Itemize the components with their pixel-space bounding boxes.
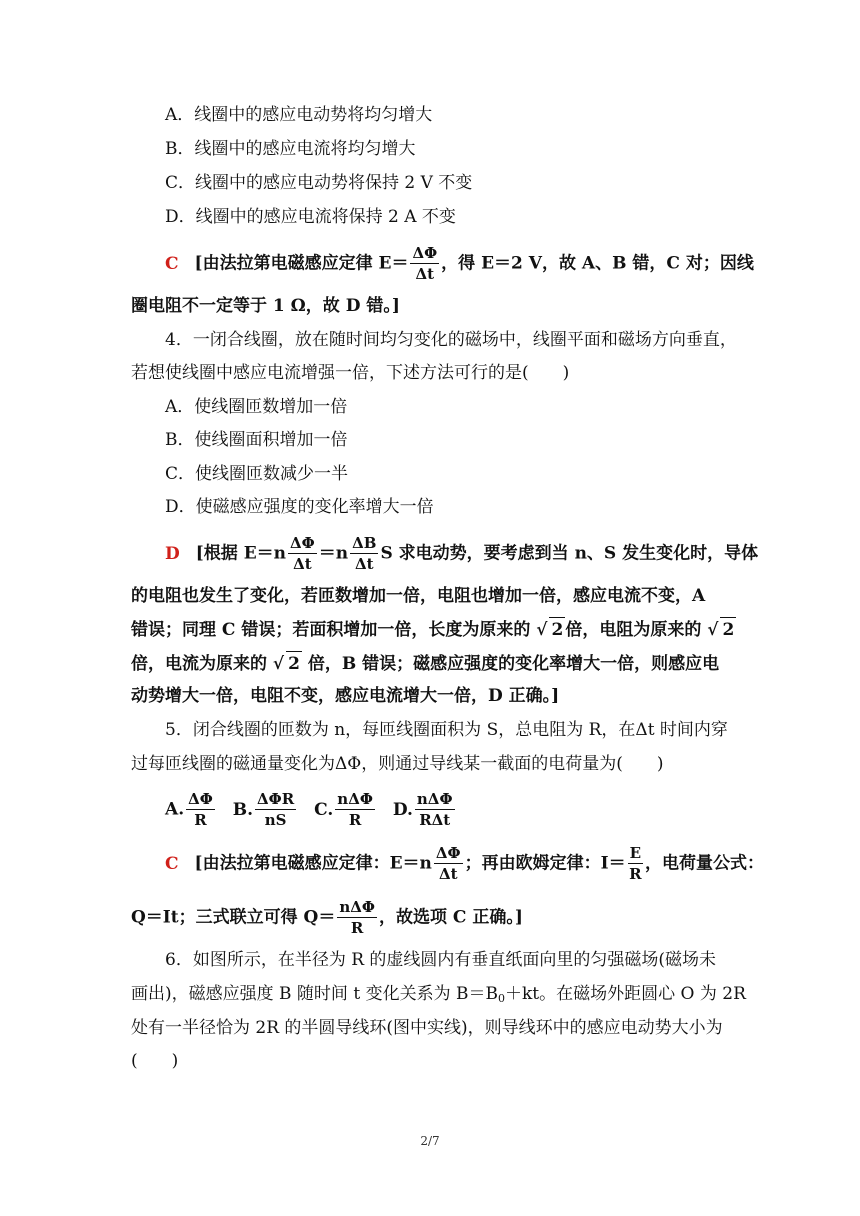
page-number: 2/7 [420, 1134, 440, 1148]
q4-option-c: C．使线圈匝数减少一半 [165, 464, 349, 484]
sqrt-symbol: √ [272, 654, 285, 674]
q4-exp-text3: S 求电动势，要考虑到当 n、S 发生变化时，导体 [380, 543, 759, 564]
fraction: $\frac{\Delta\Phi}{\Delta t}$ [290, 534, 315, 573]
q4-exp-text2: ＝n [318, 543, 349, 564]
q4-exp-text: [根据 E＝n [195, 543, 287, 564]
sqrt-symbol: √ [536, 620, 548, 640]
q5-option-d-fraction: $\frac{\text{nΔΦ}}{\text{RΔt}}$ [416, 790, 453, 829]
q3-option-d: D．线圈中的感应电流将保持 2 A 不变 [165, 207, 456, 227]
fraction: $\frac{\Delta\Phi}{\Delta t}$ [412, 244, 438, 283]
q3-option-b: B．线圈中的感应电流将均匀增大 [165, 139, 416, 159]
q3-exp-text2: ，得 E＝2 V，故 A、B 错，C 对；因线 [441, 253, 754, 274]
q3-option-c: C．线圈中的感应电动势将保持 2 V 不变 [165, 173, 473, 193]
q5-explanation-line2 [131, 900, 731, 936]
sqrt-symbol: √ [707, 620, 719, 640]
q5-stem-line2: 过每匝线圈的磁通量变化为ΔΦ，则通过导线某一截面的电荷量为( ) [131, 754, 664, 774]
fraction: $\frac{\text{nΔΦ}}{R}$ [339, 898, 375, 937]
q4-answer-letter: D [165, 543, 180, 564]
q5-option-b-fraction: $\frac{\text{ΔΦR}}{nS}$ [257, 790, 295, 829]
q5-exp-text2: ；再由欧姆定律：I＝ [464, 853, 626, 874]
q4-option-a: A．使线圈匝数增加一倍 [165, 397, 348, 417]
q6-stem-line3: 处有一半径恰为 2R 的半圆导线环(图中实线)，则导线环中的感应电动势大小为 [131, 1018, 723, 1038]
q4-stem-line1: 4．一闭合线圈，放在随时间均匀变化的磁场中，线圈平面和磁场方向垂直， [165, 330, 737, 350]
q5-explanation-line1 [165, 846, 765, 882]
subscript: 0 [497, 992, 505, 1005]
sqrt-value: 2 [286, 651, 302, 676]
q4-exp-text: 倍，电流为原来的 [131, 654, 273, 674]
q4-explanation-line5: 动势增大一倍，电阻不变，感应电流增大一倍，D 正确。] [131, 686, 560, 706]
q5-stem-line1: 5．闭合线圈的匝数为 n，每匝线圈面积为 S，总电阻为 R，在Δt 时间内穿 [165, 720, 728, 740]
q5-option-c-label: C. [314, 799, 334, 820]
q5-exp-text3: ，电荷量公式： [645, 853, 765, 874]
q5-option-d-label: D. [392, 799, 413, 820]
q4-option-d: D．使磁感应强度的变化率增大一倍 [165, 497, 434, 517]
q4-explanation-line4 [131, 651, 731, 676]
q3-explanation-line1 [165, 246, 765, 282]
q6-stem-line1: 6．如图所示，在半径为 R 的虚线圆内有垂直纸面向里的匀强磁场(磁场未 [165, 950, 717, 970]
q5-option-a-fraction: $\frac{\Delta\Phi}{R}$ [188, 790, 213, 829]
q6-stem-line4: ( ) [131, 1051, 179, 1071]
q3-option-a: A．线圈中的感应电动势将均匀增大 [165, 105, 433, 125]
q4-option-b: B．使线圈面积增加一倍 [165, 430, 348, 450]
q4-exp-text: 错误；同理 C 错误；若面积增加一倍，长度为原来的 [131, 620, 537, 640]
q4-exp-text2: 倍，电阻为原来的 [565, 620, 708, 640]
sqrt-value: 2 [549, 617, 565, 642]
q6-stem-text: 画出)，磁感应强度 B 随时间 t 变化关系为 B＝B [131, 984, 498, 1004]
sqrt-value: 2 [720, 617, 736, 642]
q4-explanation-line3 [131, 617, 735, 642]
q5-answer-letter: C [165, 853, 179, 874]
q5-exp-text2: ，故选项 C 正确。] [378, 907, 523, 928]
q5-option-c-fraction: $\frac{\text{nΔΦ}}{R}$ [337, 790, 373, 829]
q5-options [165, 792, 765, 828]
q3-exp-text: [由法拉第电磁感应定律 E＝ [194, 253, 409, 274]
q3-answer-letter: C [165, 253, 179, 274]
fraction: $\frac{\Delta B}{\Delta t}$ [352, 534, 377, 573]
q6-stem-text2: ＋kt。在磁场外距圆心 O 为 2R [504, 984, 746, 1004]
q5-exp-text: Q＝It；三式联立可得 Q＝ [131, 907, 336, 928]
fraction: $\frac{\Delta\Phi}{\Delta t}$ [435, 844, 461, 883]
q4-explanation-line2: 的电阻也发生了变化，若匝数增加一倍，电阻也增加一倍，感应电流不变，A [131, 586, 706, 606]
q3-explanation-line2: 圈电阻不一定等于 1 Ω，故 D 错。] [131, 296, 400, 316]
q4-exp-text2: 倍，B 错误；磁感应强度的变化率增大一倍，则感应电 [301, 654, 720, 674]
q4-explanation-line1 [165, 536, 765, 572]
q4-stem-line2: 若想使线圈中感应电流增强一倍，下述方法可行的是( ) [131, 363, 570, 383]
q6-stem-line2 [131, 982, 746, 1011]
q5-exp-text: [由法拉第电磁感应定律：E＝n [194, 853, 432, 874]
q5-option-a-label: A. [165, 799, 185, 820]
fraction: $\frac{E}{R}$ [629, 844, 642, 883]
q5-option-b-label: B. [232, 799, 254, 820]
